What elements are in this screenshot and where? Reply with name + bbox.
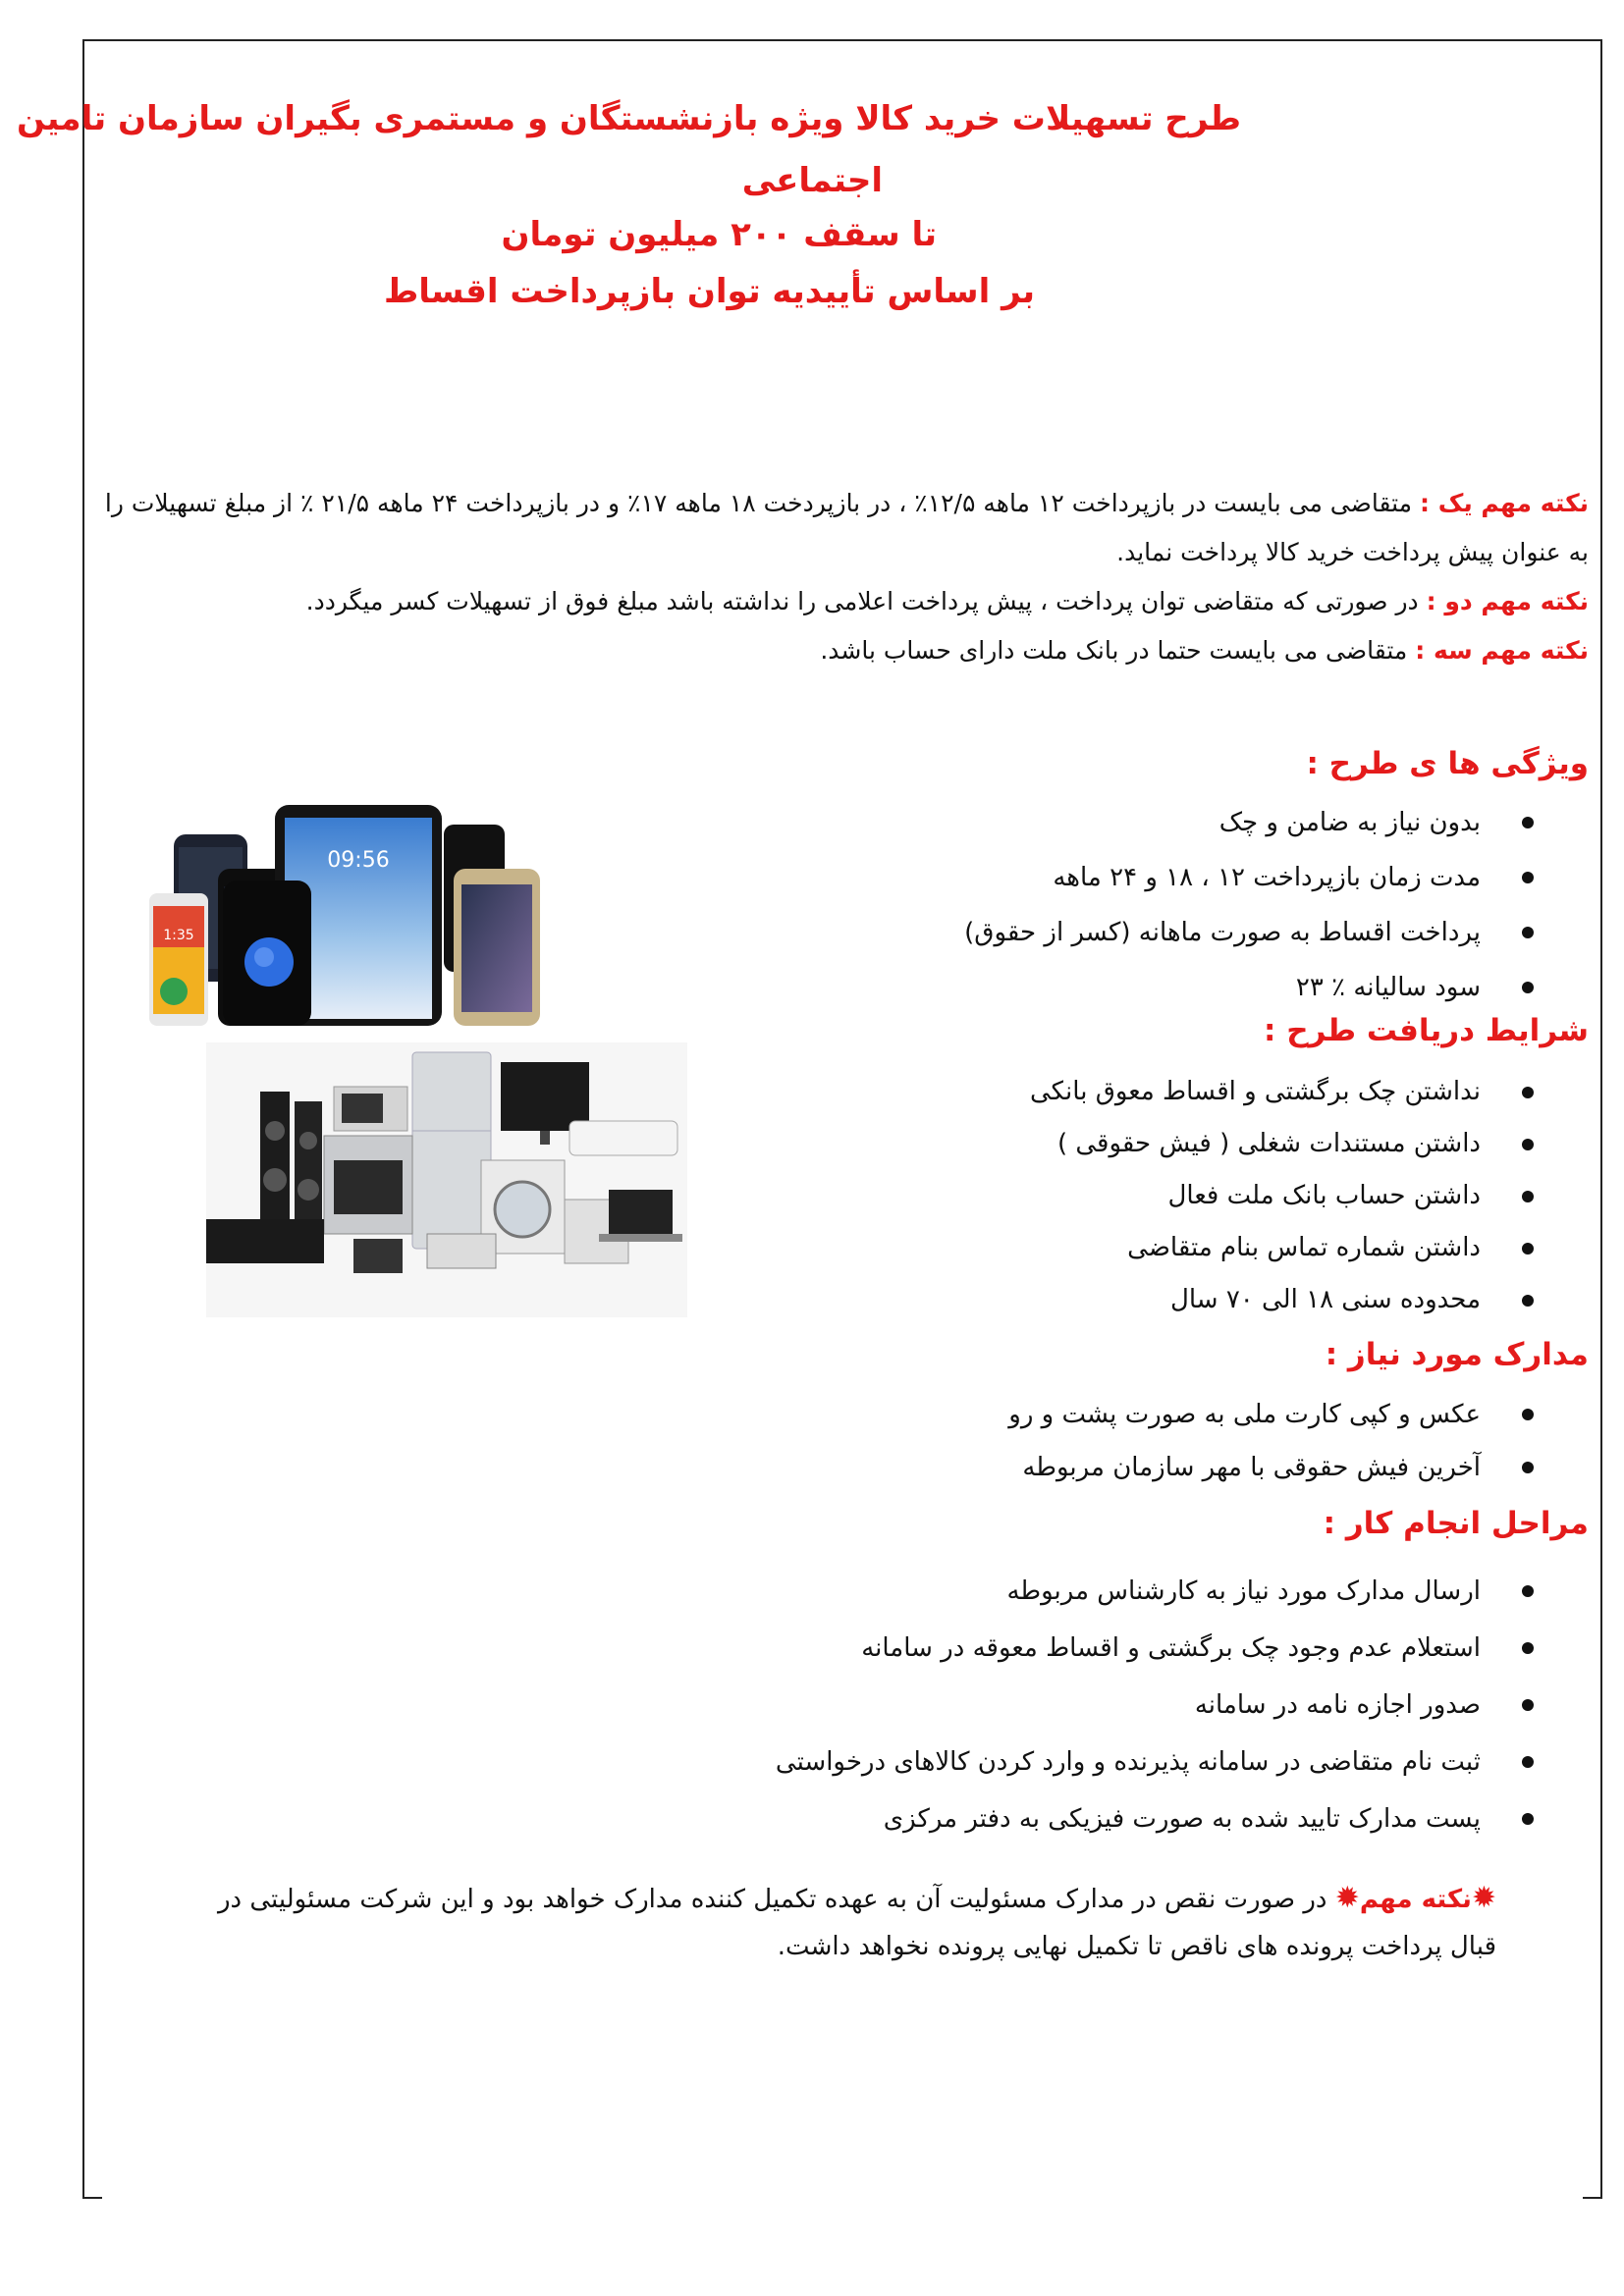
corner-mark-right [1583,2197,1602,2199]
list-item: ثبت نام متقاضی در سامانه پذیرنده و وارد کردن کالاهای درخواستی [776,1734,1540,1790]
note-two-text: در صورتی که متقاضی توان پرداخت ، پیش پرداخت اعلامی را نداشته باشد مبلغ فوق از تسهیلات کسر میگردد. [305,587,1427,615]
note-one-label: نکته مهم یک : [1420,489,1589,517]
list-item: پرداخت اقساط به صورت ماهانه (کسر از حقوق) [964,905,1540,960]
list-item: صدور اجازه نامه در سامانه [776,1677,1540,1734]
note-three-text: متقاضی می بایست حتما در بانک ملت دارای حساب باشد. [820,636,1416,665]
note-two [79,577,1589,626]
features-title: ویژگی ها ی طرح : [1306,746,1589,781]
phones-tablet-image [149,800,552,1026]
list-item: داشتن شماره تماس بنام متقاضی [1030,1222,1540,1274]
small-phone-clock: 1:35 [163,928,194,943]
steps-title: مراحل انجام کار : [1323,1506,1589,1541]
list-item: بدون نیاز به ضامن و چک [964,795,1540,850]
list-item: استعلام عدم وجود چک برگشتی و اقساط معوقه در سامانه [776,1620,1540,1677]
note-three-label: نکته مهم سه : [1415,636,1589,665]
final-note-label: نکته مهم [1359,1885,1472,1914]
conditions-title: شرایط دریافت طرح : [1264,1013,1589,1048]
list-item: ارسال مدارک مورد نیاز به کارشناس مربوطه [776,1563,1540,1620]
home-appliances-image [206,1042,687,1317]
note-three [79,626,1589,675]
documents-title: مدارک مورد نیاز : [1325,1337,1589,1372]
list-item: پست مدارک تایید شده به صورت فیزیکی به دفتر مرکزی [776,1790,1540,1847]
red-star-icon: ✹ [1471,1881,1496,1915]
list-item: مدت زمان بازپرداخت ۱۲ ، ۱۸ و ۲۴ ماهه [964,850,1540,905]
note-two-label: نکته مهم دو : [1426,587,1589,615]
note-one-text: متقاضی می بایست در بازپرداخت ۱۲ ماهه ۱۲/۵٪ ، در بازپردخت ۱۸ ماهه ۱۷٪ و در بازپرداخت ۲۴ ماهه ۲۱/۵ ٪ از مبلغ تسهیلات را به عنوان پیش پرداخت خرید کالا پرداخت نماید. [104,489,1589,566]
title-line-4: بر اساس تأییدیه توان بازپرداخت اقساط [383,272,1035,311]
list-item: آخرین فیش حقوقی با مهر سازمان مربوطه [1008,1441,1540,1494]
list-item: سود سالیانه ٪ ۲۳ [964,960,1540,1015]
list-item: نداشتن چک برگشتی و اقساط معوق بانکی [1030,1066,1540,1118]
list-item: داشتن حساب بانک ملت فعال [1030,1170,1540,1222]
title-line-2: اجتماعی [741,161,883,200]
documents-list [1008,1388,1540,1494]
corner-mark-left [82,2197,102,2199]
list-item: داشتن مستندات شغلی ( فیش حقوقی ) [1030,1118,1540,1170]
title-line-1: طرح تسهیلات خرید کالا ویژه بازنشستگان و مستمری بگیران سازمان تامین [17,99,1241,138]
list-item: محدوده سنی ۱۸ الی ۷۰ سال [1030,1274,1540,1326]
list-item: عکس و کپی کارت ملی به صورت پشت و رو [1008,1388,1540,1441]
red-star-icon: ✹ [1334,1881,1360,1915]
conditions-list [1030,1066,1540,1326]
title-line-3: تا سقف ۲۰۰ میلیون تومان [501,215,937,254]
important-notes [79,479,1589,675]
features-list [964,795,1540,1015]
final-important-note [187,1875,1496,1970]
steps-list [776,1563,1540,1847]
final-note-text: در صورت نقص در مدارک مسئولیت آن به عهده تکمیل کننده مدارک خواهد بود و این شرکت مسئولیتی در قبال پرداخت پرونده های ناقص تا تکمیل نهایی پرونده نخواهد داشت. [217,1885,1496,1961]
note-one [79,479,1589,577]
tablet-clock: 09:56 [327,848,390,873]
